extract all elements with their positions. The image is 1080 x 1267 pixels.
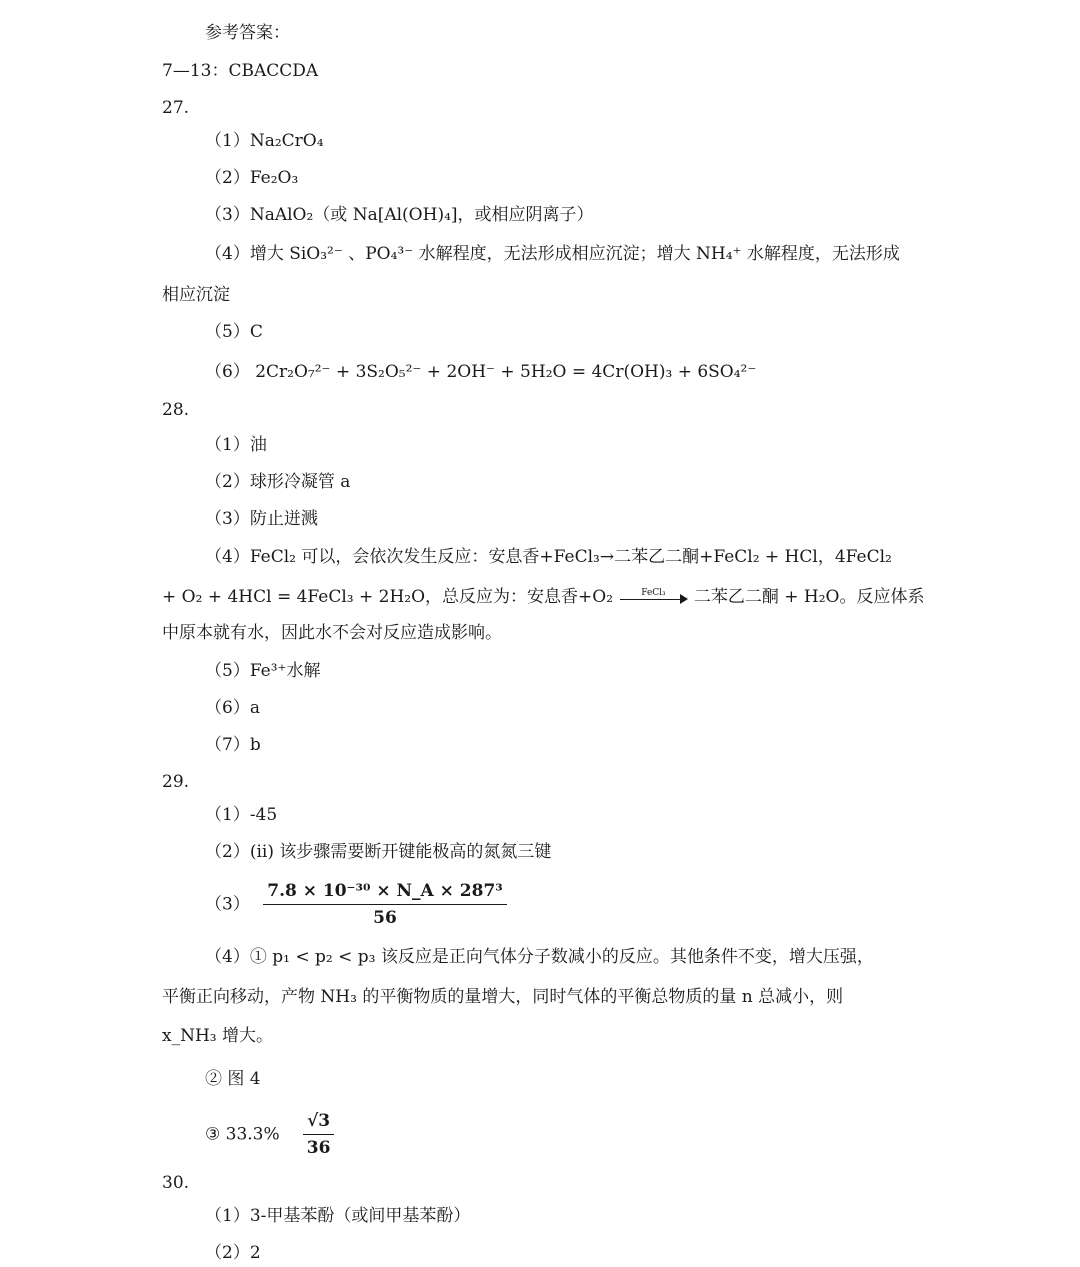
q28-answer-4-line-1: （4）FeCl₂ 可以，会依次发生反应：安息香+FeCl₃→二苯乙二酮+FeCl₂ + HCl，4FeCl₂: [205, 547, 892, 567]
q29-answer-4-line-2: 平衡正向移动，产物 NH₃ 的平衡物质的量增大，同时气体的平衡总物质的量 n 总减小，则: [162, 987, 844, 1007]
q29-answer-2: （2）(ii) 该步骤需要断开键能极高的氮氮三键: [205, 842, 552, 862]
q29-answer-4-line-1: （4）① p₁ < p₂ < p₃ 该反应是正向气体分子数减小的反应。其他条件不变，增大压强，: [205, 947, 874, 967]
fraction-denominator: 36: [306, 1138, 331, 1158]
q28-answer-1: （1）油: [205, 435, 267, 455]
q29-answer-3-label: （3）: [205, 894, 250, 915]
answer-header: 参考答案：: [205, 23, 290, 43]
q30-answer-2: （2）2: [205, 1243, 261, 1263]
q27-answer-6-equation: （6） 2Cr₂O₇²⁻ + 3S₂O₅²⁻ + 2OH⁻ + 5H₂O = 4Cr(OH)₃ + 6SO₄²⁻: [205, 362, 757, 382]
q27-answer-3: （3）NaAlO₂（或 Na[Al(OH)₄]，或相应阴离子）: [205, 205, 594, 225]
q28-answer-7: （7）b: [205, 735, 261, 755]
q30-answer-1: （1）3-甲基苯酚（或间甲基苯酚）: [205, 1206, 471, 1226]
q28-answer-3: （3）防止迸溅: [205, 509, 318, 529]
q28-line-2-before-arrow: + O₂ + 4HCl = 4FeCl₃ + 2H₂O，总反应为：安息香+O₂: [162, 587, 614, 607]
q27-answer-1: （1）Na₂CrO₄: [205, 131, 324, 151]
ratio-fraction: [303, 1110, 334, 1159]
question-number-30: 30.: [162, 1173, 190, 1193]
q29-answer-4-line-3: x_NH₃ 增大。: [162, 1026, 274, 1046]
fraction-denominator: 56: [373, 908, 397, 928]
q28-answer-6: （6）a: [205, 698, 260, 718]
q28-answer-4-line-2: [162, 586, 924, 608]
fraction-numerator: 7.8 × 10⁻³⁰ × N_A × 287³: [263, 880, 507, 905]
q27-answer-4-line-2: 相应沉淀: [162, 285, 230, 305]
arrow-head-icon: [680, 594, 688, 604]
q28-answer-2: （2）球形冷凝管 a: [205, 472, 351, 492]
density-fraction: [263, 880, 507, 929]
fraction-numerator: √3: [303, 1110, 334, 1135]
question-number-29: 29.: [162, 772, 190, 792]
q27-answer-4-line-1: （4）增大 SiO₃²⁻ 、PO₄³⁻ 水解程度，无法形成相应沉淀；增大 NH₄⁺ 水解程度，无法形成: [205, 244, 900, 264]
q28-answer-5: （5）Fe³⁺水解: [205, 661, 321, 681]
question-number-28: 28.: [162, 400, 190, 420]
q27-answer-2: （2）Fe₂O₃: [205, 168, 299, 188]
q29-part-3-label: ③ 33.3%: [205, 1124, 280, 1145]
q29-answer-4-part-2: ② 图 4: [205, 1069, 261, 1089]
q28-answer-4-line-3: 中原本就有水，因此水不会对反应造成影响。: [162, 623, 502, 643]
q27-answer-5: （5）C: [205, 322, 263, 342]
catalyst-label: FeCl₃: [641, 587, 666, 598]
question-number-27: 27.: [162, 98, 190, 118]
q28-line-2-after-arrow: 二苯乙二酮 + H₂O。反应体系: [693, 587, 925, 607]
q29-answer-4-part-3: [205, 1110, 334, 1159]
multiple-choice-answers: 7—13：CBACCDA: [162, 61, 319, 81]
q29-answer-3: [205, 880, 507, 929]
catalyst-arrow: [618, 588, 688, 608]
arrow-shaft: [620, 599, 684, 600]
q29-answer-1: （1）-45: [205, 805, 278, 825]
